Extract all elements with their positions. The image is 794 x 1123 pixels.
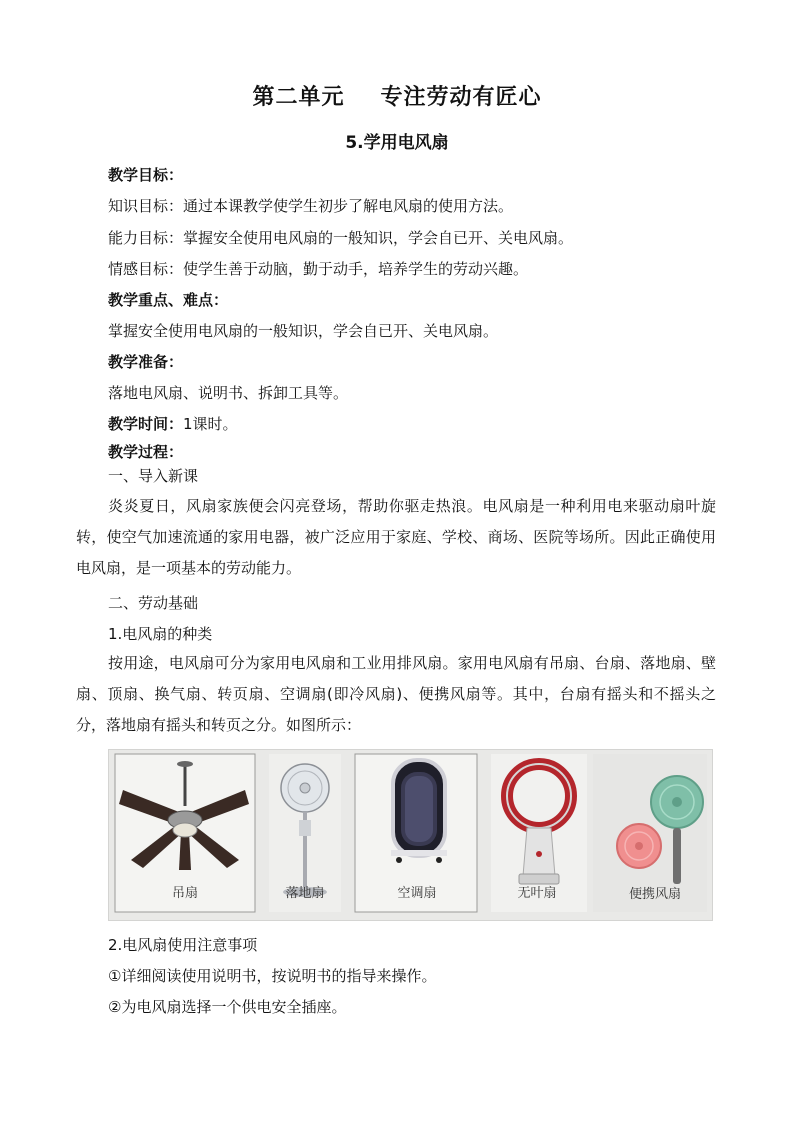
section1-heading: 一、导入新课 — [108, 467, 199, 485]
teaching-time — [108, 414, 238, 434]
preparation-text: 落地电风扇、说明书、拆卸工具等。 — [108, 384, 349, 402]
key-points-text: 掌握安全使用电风扇的一般知识，学会自已开、关电风扇。 — [108, 322, 499, 340]
objective-knowledge: 知识目标：通过本课教学使学生初步了解电风扇的使用方法。 — [108, 197, 514, 215]
usage-notes-heading: 2.电风扇使用注意事项 — [108, 936, 258, 954]
teaching-time-label: 教学时间： — [108, 415, 184, 433]
unit-title — [0, 80, 794, 111]
fan-types-paragraph: 按用途，电风扇可分为家用电风扇和工业用排风扇。家用电风扇有吊扇、台扇、落地扇、壁扇、顶扇、换气扇、转页扇、空调扇(即冷风扇)、便携风扇等。其中，台扇有摇头和不摇头之分，落地扇有摇头和转页之分。如图所示： — [76, 654, 716, 734]
process-heading: 教学过程： — [108, 443, 184, 461]
teaching-time-value: 1课时。 — [183, 415, 238, 433]
objective-emotion: 情感目标：使学生善于动脑，勤于动手，培养学生的劳动兴趣。 — [108, 260, 529, 278]
unit-topic: 专注劳动有匠心 — [380, 85, 542, 110]
usage-note-2: ②为电风扇选择一个供电安全插座。 — [108, 998, 347, 1016]
lesson-title: 5.学用电风扇 — [345, 133, 449, 153]
section1-paragraph: 炎炎夏日，风扇家族便会闪亮登场，帮助你驱走热浪。电风扇是一种利用电来驱动扇叶旋转，使空气加速流通的家用电器，被广泛应用于家庭、学校、商场、医院等场所。因此正确使用电风扇，是一项基本的劳动能力。 — [76, 497, 716, 577]
key-points-heading: 教学重点、难点： — [108, 291, 229, 309]
objectives-heading: 教学目标： — [108, 166, 184, 184]
section2-heading: 二、劳动基础 — [108, 594, 199, 612]
caption-ceiling-fan: 吊扇 — [171, 886, 199, 901]
fan-types-heading: 1.电风扇的种类 — [108, 625, 213, 643]
fan-types-figure — [108, 749, 713, 921]
caption-air-conditioner-fan: 空调扇 — [397, 886, 437, 901]
objective-ability: 能力目标：掌握安全使用电风扇的一般知识，学会自已开、关电风扇。 — [108, 229, 574, 247]
air-conditioner-fan-icon — [391, 760, 447, 863]
caption-standing-fan: 落地扇 — [285, 886, 325, 901]
usage-note-1: ①详细阅读使用说明书，按说明书的指导来操作。 — [108, 967, 437, 985]
unit-label: 第二单元 — [252, 85, 345, 110]
caption-bladeless-fan: 无叶扇 — [517, 886, 557, 901]
preparation-heading: 教学准备： — [108, 353, 184, 371]
caption-portable-fan: 便携风扇 — [628, 887, 682, 902]
fan-types-illustration — [109, 750, 712, 920]
